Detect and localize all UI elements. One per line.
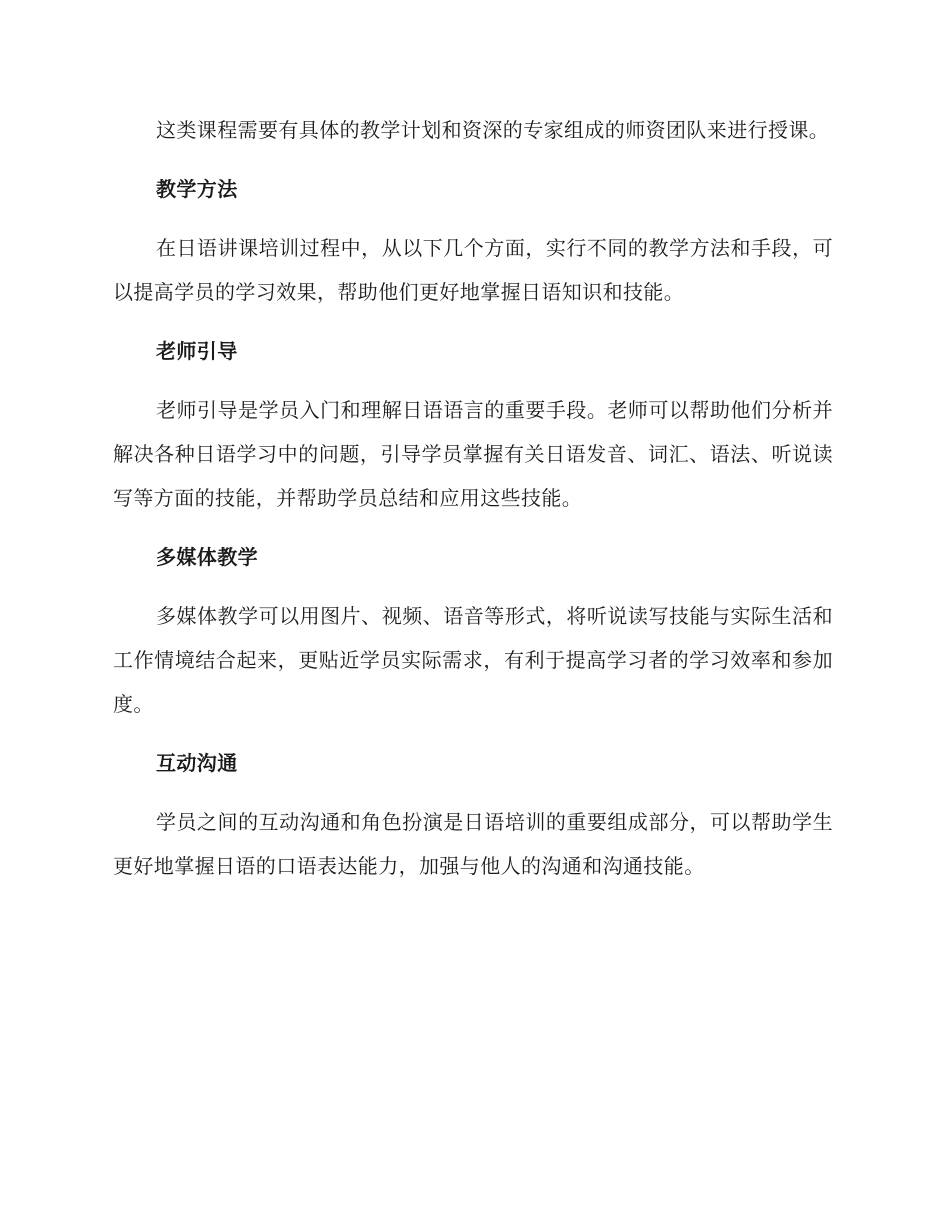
section-body-interactive-communication: 学员之间的互动沟通和角色扮演是日语培训的重要组成部分，可以帮助学生更好地掌握日语的口语表达能力，加强与他人的沟通和沟通技能。 bbox=[113, 810, 833, 878]
section-body-teacher-guidance: 老师引导是学员入门和理解日语语言的重要手段。老师可以帮助他们分析并解决各种日语学习中的问题，引导学员掌握有关日语发音、词汇、语法、听说读写等方面的技能，并帮助学员总结和应用这些技能。 bbox=[113, 398, 833, 510]
document-body bbox=[113, 108, 833, 888]
section-heading-interactive-communication: 互动沟通 bbox=[156, 751, 238, 775]
section-heading-teacher-guidance: 老师引导 bbox=[156, 339, 238, 363]
intro-paragraph: 这类课程需要有具体的教学计划和资深的专家组成的师资团队来进行授课。 bbox=[156, 118, 830, 142]
section-body-multimedia-teaching: 多媒体教学可以用图片、视频、语音等形式，将听说读写技能与实际生活和工作情境结合起来，更贴近学员实际需求，有利于提高学习者的学习效率和参加度。 bbox=[113, 604, 833, 716]
section-heading-multimedia-teaching: 多媒体教学 bbox=[156, 545, 258, 569]
section-body-teaching-methods: 在日语讲课培训过程中，从以下几个方面，实行不同的教学方法和手段，可以提高学员的学习效果，帮助他们更好地掌握日语知识和技能。 bbox=[113, 236, 833, 304]
section-heading-teaching-methods: 教学方法 bbox=[156, 177, 238, 201]
